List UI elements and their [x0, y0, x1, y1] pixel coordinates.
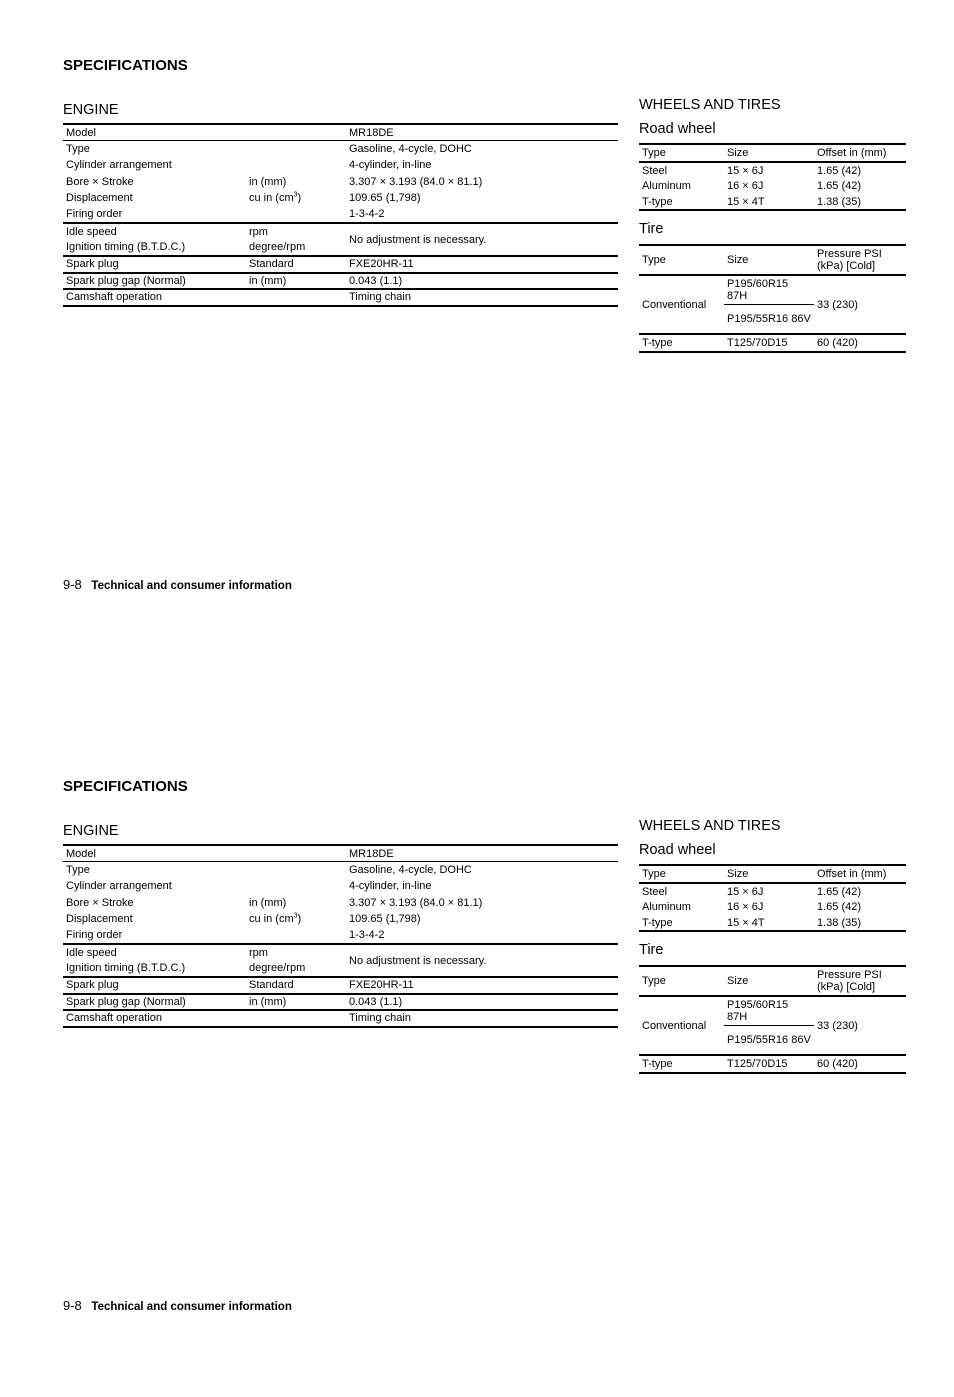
- engine-heading: ENGINE: [63, 102, 119, 118]
- tire-pressure-cell: 33 (230): [814, 275, 906, 334]
- table-row: [63, 911, 618, 928]
- spec-unit: Standard: [246, 977, 346, 994]
- spec-unit: in (mm): [246, 273, 346, 290]
- table-row: [639, 996, 906, 1026]
- table-cell: 1.38 (35): [817, 195, 862, 208]
- spec-label: Spark plug gap (Normal): [63, 273, 246, 290]
- spec-unit: [246, 207, 346, 224]
- tire-size-cell: P195/55R16 86V: [724, 1026, 814, 1056]
- page-footer: [63, 577, 292, 592]
- unit-superscript: 3: [293, 912, 298, 920]
- table-cell: 1.38 (35): [817, 916, 862, 929]
- spec-unit: [246, 845, 346, 862]
- table-row: [63, 141, 618, 158]
- table-cell: 1.65 (42): [817, 885, 862, 898]
- spec-unit: [246, 289, 346, 306]
- column-header: Size: [724, 144, 814, 162]
- spec-value: Timing chain: [349, 291, 411, 304]
- table-row: [63, 289, 618, 306]
- spec-unit: in (mm): [249, 896, 287, 909]
- table-cell: 15 × 6J: [727, 164, 764, 177]
- spec-value: FXE20HR-11: [346, 256, 618, 273]
- spec-label: Displacement: [66, 192, 133, 205]
- table-row: [63, 878, 618, 895]
- spec-label: Displacement: [66, 913, 133, 926]
- spec-unit: [246, 124, 346, 141]
- column-header: Offset in (mm): [814, 865, 906, 883]
- column-header: Pressure PSI (kPa) [Cold]: [814, 966, 906, 996]
- table-row: [63, 944, 618, 961]
- spec-value: Gasoline, 4-cycle, DOHC: [349, 864, 472, 876]
- table-cell: Steel: [642, 885, 668, 898]
- table-row: [639, 194, 906, 210]
- table-row: [63, 273, 618, 290]
- section-name: Technical and consumer information: [91, 580, 292, 592]
- spec-label: Camshaft operation: [66, 1012, 162, 1025]
- spec-unit: rpm: [249, 946, 268, 959]
- spec-unit: [246, 1010, 346, 1027]
- tire-size-cell: P195/60R15 87H: [724, 996, 814, 1026]
- spec-value: 0.043 (1.1): [346, 273, 618, 290]
- tire-size-cell: T125/70D15: [727, 337, 788, 349]
- tire-type-cell: Conventional: [639, 996, 724, 1055]
- spec-unit: [246, 862, 346, 879]
- column-header: Pressure PSI (kPa) [Cold]: [814, 245, 906, 275]
- wheels-tires-heading: WHEELS AND TIRES: [639, 97, 781, 113]
- unit-text: cu in (cm: [249, 192, 294, 205]
- page-number: 9-8: [63, 1298, 82, 1313]
- table-cell: Steel: [642, 164, 668, 177]
- spec-value: 109.65 (1,798): [349, 913, 421, 926]
- tire-type-cell: T-type: [642, 1058, 673, 1070]
- tire-table: [639, 965, 906, 1074]
- road-wheel-table: [639, 864, 906, 932]
- table-cell: T-type: [642, 195, 673, 208]
- spec-label: Cylinder arrangement: [66, 880, 172, 893]
- spec-value: MR18DE: [346, 845, 618, 862]
- table-row: [63, 157, 618, 174]
- table-cell: 15 × 4T: [727, 916, 765, 929]
- spec-label: Idle speed: [66, 225, 117, 238]
- table-cell: 16 × 6J: [727, 901, 764, 913]
- table-row: [639, 1055, 906, 1073]
- spec-unit: in (mm): [246, 994, 346, 1011]
- spec-unit: in (mm): [249, 175, 287, 188]
- spec-unit: rpm: [249, 225, 268, 238]
- unit-close: ): [297, 192, 302, 205]
- table-cell: Aluminum: [642, 180, 691, 192]
- spec-unit: degree/rpm: [246, 240, 346, 257]
- spec-label: Bore × Stroke: [66, 896, 134, 909]
- table-header-row: [639, 245, 906, 275]
- road-wheel-table: [639, 143, 906, 211]
- table-row: [63, 845, 618, 862]
- tire-type-cell: Conventional: [639, 275, 724, 334]
- spec-value: MR18DE: [346, 124, 618, 141]
- spec-value: 3.307 × 3.193 (84.0 × 81.1): [349, 896, 483, 909]
- tire-size-cell: P195/60R15 87H: [724, 275, 814, 305]
- table-row: [63, 1010, 618, 1027]
- table-cell: 15 × 4T: [727, 195, 765, 208]
- table-row: [63, 862, 618, 879]
- engine-spec-table: [63, 123, 618, 307]
- page-footer: [63, 1298, 292, 1313]
- manual-page: [0, 721, 954, 1397]
- road-wheel-heading: Road wheel: [639, 842, 716, 858]
- table-cell: Aluminum: [642, 901, 691, 913]
- table-cell: 15 × 6J: [727, 885, 764, 898]
- spec-value: Timing chain: [349, 1012, 411, 1025]
- spec-value: 4-cylinder, in-line: [349, 159, 432, 172]
- table-row: [63, 190, 618, 207]
- tire-size-cell: P195/55R16 86V: [724, 305, 814, 335]
- column-header: Type: [639, 245, 724, 275]
- table-header-row: [639, 966, 906, 996]
- spec-unit: Standard: [246, 256, 346, 273]
- wheels-tires-heading: WHEELS AND TIRES: [639, 818, 781, 834]
- column-header: Size: [724, 966, 814, 996]
- column-header: Size: [724, 865, 814, 883]
- table-row: [639, 899, 906, 915]
- spec-value: 1-3-4-2: [346, 207, 618, 224]
- spec-value: 109.65 (1,798): [349, 192, 421, 205]
- spec-value: 0.043 (1.1): [346, 994, 618, 1011]
- table-row: [63, 994, 618, 1011]
- road-wheel-heading: Road wheel: [639, 121, 716, 137]
- engine-spec-table: [63, 844, 618, 1028]
- table-row: [63, 124, 618, 141]
- table-cell: 1.65 (42): [817, 180, 862, 192]
- tire-type-cell: T-type: [642, 337, 673, 349]
- unit-superscript: 3: [293, 191, 298, 199]
- table-header-row: [639, 144, 906, 162]
- spec-unit: [246, 928, 346, 945]
- spec-label: Bore × Stroke: [66, 175, 134, 188]
- spec-label: Spark plug: [63, 256, 246, 273]
- tire-pressure-cell: 60 (420): [817, 1058, 858, 1070]
- spec-label: Idle speed: [66, 946, 117, 959]
- tire-pressure-cell: 60 (420): [817, 337, 858, 349]
- manual-page: [0, 0, 954, 676]
- column-header: Type: [639, 144, 724, 162]
- table-row: [639, 178, 906, 194]
- tire-heading: Tire: [639, 221, 664, 237]
- spec-label: Camshaft operation: [66, 291, 162, 304]
- spec-label: Firing order: [63, 207, 246, 224]
- table-row: [63, 256, 618, 273]
- table-row: [639, 162, 906, 178]
- table-row: [63, 895, 618, 912]
- table-row: [63, 928, 618, 945]
- spec-label: Cylinder arrangement: [66, 159, 172, 172]
- table-cell: T-type: [642, 916, 673, 929]
- table-cell: 16 × 6J: [727, 180, 764, 192]
- tire-table: [639, 244, 906, 353]
- spec-label: Model: [63, 845, 246, 862]
- spec-value: No adjustment is necessary.: [346, 223, 618, 256]
- spec-value: Gasoline, 4-cycle, DOHC: [349, 143, 472, 155]
- tire-heading: Tire: [639, 942, 664, 958]
- column-header: Type: [639, 865, 724, 883]
- spec-value: 1-3-4-2: [346, 928, 618, 945]
- spec-unit: degree/rpm: [246, 961, 346, 978]
- spec-label: Spark plug gap (Normal): [63, 994, 246, 1011]
- table-row: [63, 223, 618, 240]
- spec-label: Ignition timing (B.T.D.C.): [63, 240, 246, 257]
- tire-size-cell: T125/70D15: [727, 1058, 788, 1070]
- page-title: SPECIFICATIONS: [63, 778, 188, 795]
- spec-label: Model: [63, 124, 246, 141]
- table-row: [63, 977, 618, 994]
- page-number: 9-8: [63, 577, 82, 592]
- table-row: [63, 174, 618, 191]
- spec-label: Firing order: [63, 928, 246, 945]
- spec-label: Ignition timing (B.T.D.C.): [63, 961, 246, 978]
- table-header-row: [639, 865, 906, 883]
- section-name: Technical and consumer information: [91, 1301, 292, 1313]
- spec-value: 4-cylinder, in-line: [349, 880, 432, 893]
- table-row: [639, 275, 906, 305]
- table-cell: 1.65 (42): [817, 901, 862, 913]
- spec-unit: [246, 157, 346, 174]
- spec-unit: [246, 878, 346, 895]
- unit-close: ): [297, 913, 302, 926]
- spec-unit: [246, 190, 346, 207]
- spec-value: No adjustment is necessary.: [346, 944, 618, 977]
- spec-label: Spark plug: [63, 977, 246, 994]
- page-title: SPECIFICATIONS: [63, 57, 188, 74]
- table-row: [639, 915, 906, 931]
- table-row: [639, 883, 906, 899]
- unit-text: cu in (cm: [249, 913, 294, 926]
- tire-pressure-cell: 33 (230): [814, 996, 906, 1055]
- column-header: Offset in (mm): [814, 144, 906, 162]
- column-header: Size: [724, 245, 814, 275]
- table-row: [639, 334, 906, 352]
- spec-label: Type: [66, 143, 90, 155]
- spec-label: Type: [66, 864, 90, 876]
- engine-heading: ENGINE: [63, 823, 119, 839]
- spec-value: 3.307 × 3.193 (84.0 × 81.1): [349, 175, 483, 188]
- table-cell: 1.65 (42): [817, 164, 862, 177]
- spec-unit: [246, 141, 346, 158]
- spec-value: FXE20HR-11: [346, 977, 618, 994]
- column-header: Type: [639, 966, 724, 996]
- table-row: [63, 207, 618, 224]
- spec-unit: [246, 911, 346, 928]
